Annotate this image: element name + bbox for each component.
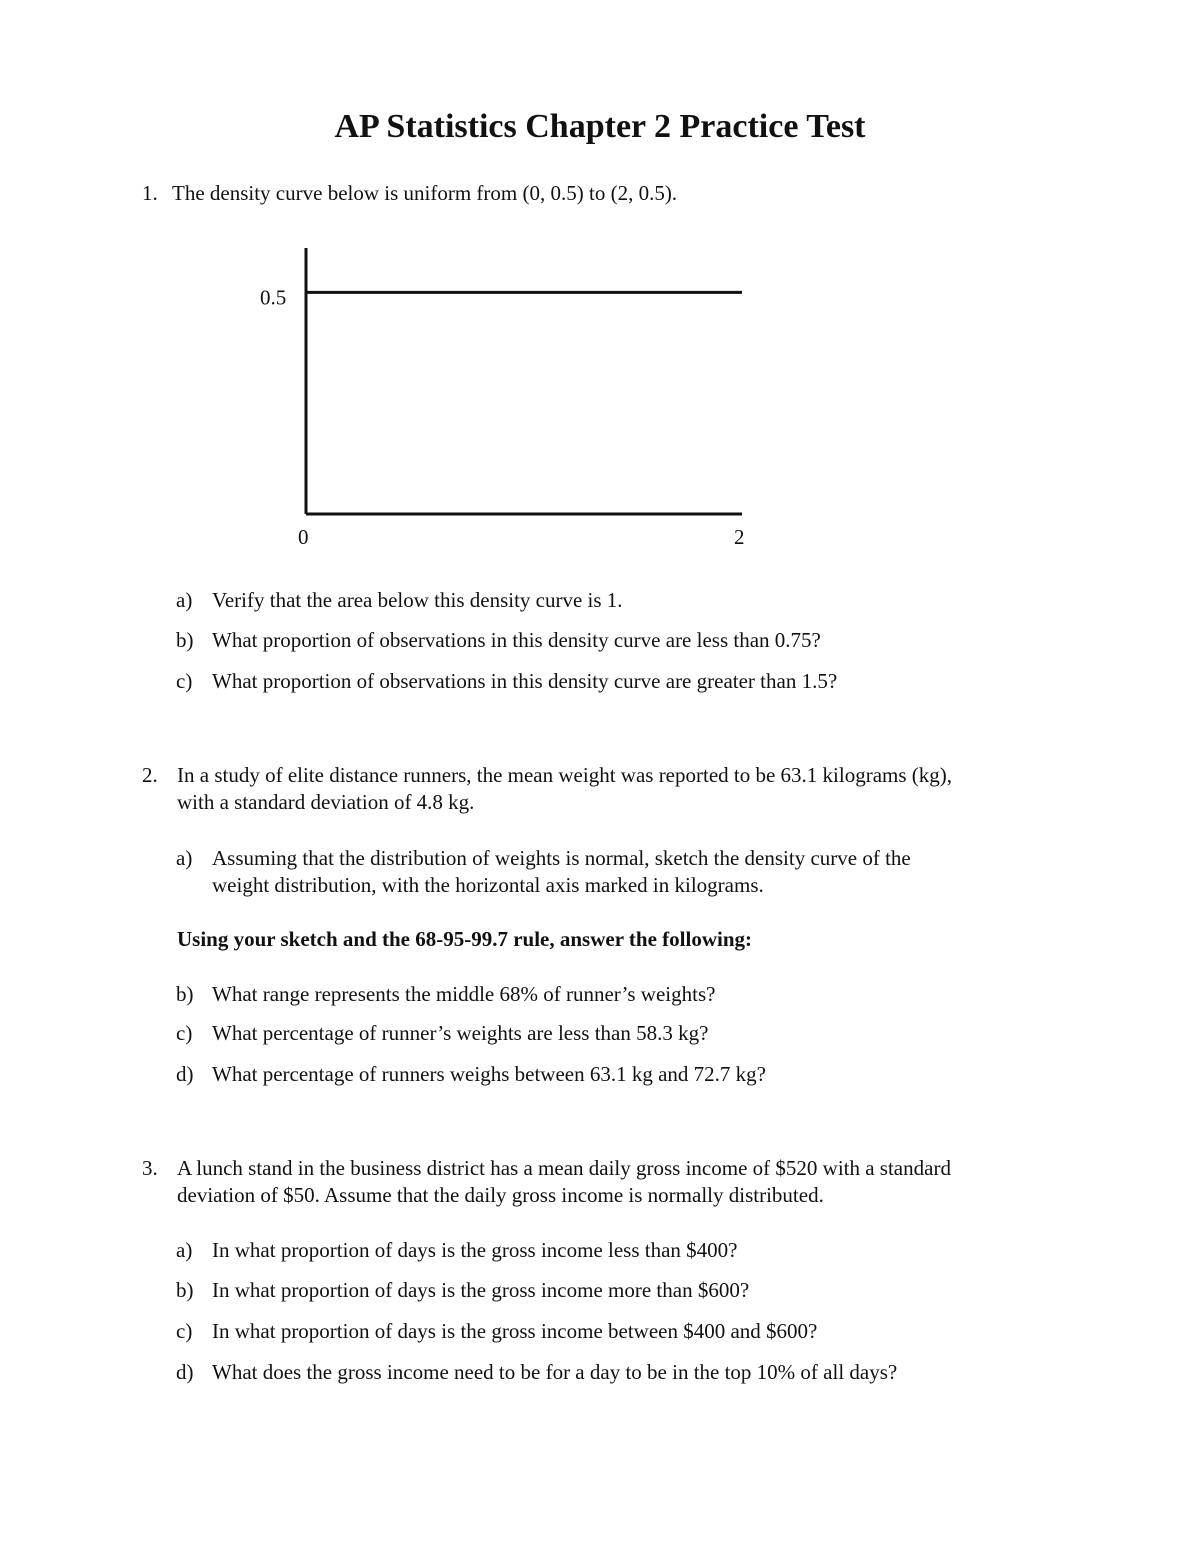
q3-part-d-label: d) <box>176 1360 194 1384</box>
y-tick-label-0: 0.5 <box>260 285 287 310</box>
q3-part-d-text: What does the gross income need to be for a day to be in the top 10% of all days? <box>212 1360 898 1384</box>
question-3-number: 3. <box>142 1156 158 1180</box>
q3-part-c-label: c) <box>176 1319 193 1343</box>
q2-part-a-label: a) <box>176 846 193 870</box>
q2-part-c-text: What percentage of runner’s weights are less than 58.3 kg? <box>212 1021 709 1045</box>
question-3-text-line-1: A lunch stand in the business district has a mean daily gross income of $520 with a standard <box>177 1156 951 1180</box>
question-1-number: 1. <box>142 181 158 205</box>
q2-part-d-text: What percentage of runners weighs between 63.1 kg and 72.7 kg? <box>212 1062 766 1086</box>
q3-part-a-text: In what proportion of days is the gross income less than $400? <box>212 1238 738 1262</box>
question-3-text-line-2: deviation of $50. Assume that the daily gross income is normally distributed. <box>177 1183 824 1207</box>
uniform-density-chart <box>240 240 780 560</box>
q3-part-c-text: In what proportion of days is the gross income between $400 and $600? <box>212 1319 818 1343</box>
q3-part-a-label: a) <box>176 1238 193 1262</box>
q2-part-b-text: What range represents the middle 68% of runner’s weights? <box>212 982 716 1006</box>
q3-part-b-label: b) <box>176 1278 194 1302</box>
q2-part-a-text-line-1: Assuming that the distribution of weights is normal, sketch the density curve of the <box>212 846 911 870</box>
x-tick-label-1: 2 <box>734 525 745 549</box>
q2-part-a-text-line-2: weight distribution, with the horizontal axis marked in kilograms. <box>212 873 764 897</box>
q1-part-b-label: b) <box>176 628 194 652</box>
q1-part-c-text: What proportion of observations in this density curve are greater than 1.5? <box>212 669 838 693</box>
x-tick-label-0: 0 <box>298 525 309 549</box>
page-title: AP Statistics Chapter 2 Practice Test <box>334 108 866 145</box>
q1-part-c-label: c) <box>176 669 193 693</box>
question-2-text-line-2: with a standard deviation of 4.8 kg. <box>177 790 475 814</box>
q2-instruction: Using your sketch and the 68-95-99.7 rule, answer the following: <box>177 927 752 951</box>
question-1-text: The density curve below is uniform from (0, 0.5) to (2, 0.5). <box>172 181 678 205</box>
q1-part-a-text: Verify that the area below this density curve is 1. <box>212 588 623 612</box>
question-2-number: 2. <box>142 763 158 787</box>
q2-part-c-label: c) <box>176 1021 193 1045</box>
q2-part-d-label: d) <box>176 1062 194 1086</box>
question-2-text-line-1: In a study of elite distance runners, the mean weight was reported to be 63.1 kilograms (kg), <box>177 763 953 787</box>
q2-part-b-label: b) <box>176 982 194 1006</box>
q3-part-b-text: In what proportion of days is the gross income more than $600? <box>212 1278 750 1302</box>
q1-part-b-text: What proportion of observations in this density curve are less than 0.75? <box>212 628 821 652</box>
q1-part-a-label: a) <box>176 588 193 612</box>
